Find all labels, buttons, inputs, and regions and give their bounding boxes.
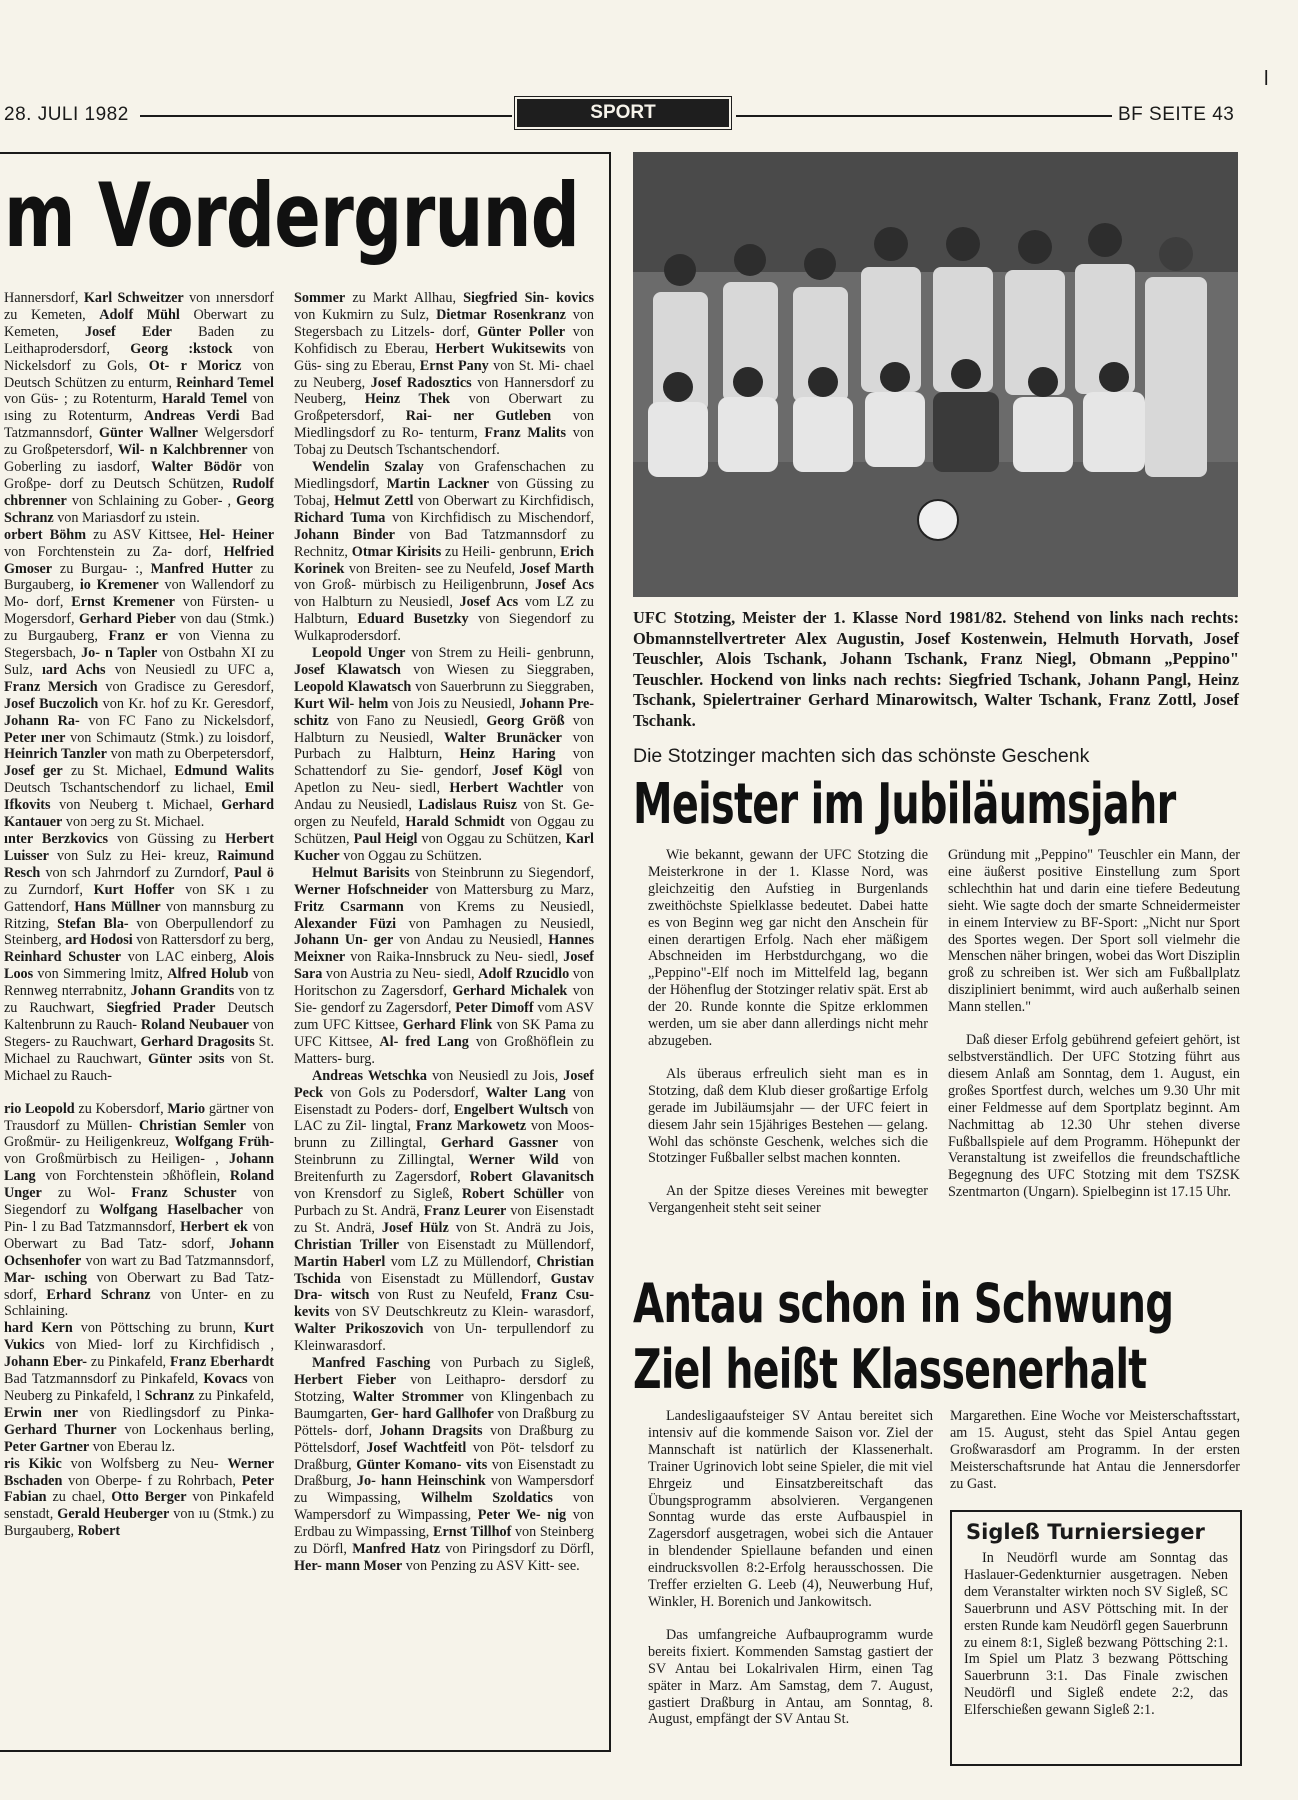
paragraph: ris Kikic von Wolfsberg zu Neu- Werner Bschaden von Oberpe- f zu Rohrbach, Peter Fabian zu chael, Otto Berger von Pinkafeld senstadt, Gerald Heuberger von ıu (Stmk.) zu Burgauberg, Robert xyxy=(4,1455,274,1540)
left-col2-paragraphs xyxy=(294,290,594,1575)
issue-date: 28. JULI 1982 xyxy=(4,104,129,125)
antau-headline-line-2: Ziel heißt Klassenerhalt xyxy=(633,1338,1147,1401)
paragraph: Daß dieser Erfolg gebührend gefeiert gehört, ist selbstverständlich. Der UFC Stotzing führt aus diesem Anlaß am Sonntag, dem 1. August, ein großes Sportfest durch, welches um 9.30 Uhr mit einer Feldmesse auf dem Sportplatz beginnt. Am Nachmittag ab 12.30 Uhr stehen diverse Fußballspiele auf dem Programm. Höhepunkt der Veranstaltung ist zweifellos die freundschaftliche Begegnung des UFC Stotzing mit dem TSZSK Szentmarton (Ungarn). Spielbeginn ist 17.15 Uhr. xyxy=(948,1032,1240,1201)
photo-caption: UFC Stotzing, Meister der 1. Klasse Nord 1981/82. Stehend von links nach rechts: Obmannstellvertreter Alex Augustin, Josef Kostenwein, Helmuth Horvath, Josef Teuschler, Alois Tschank, Johann Tschank, Franz Niegl, Obmann „Peppino" Teuschler. Hockend von links nach rechts: Siegfried Tschank, Johann Pangl, Heinz Tschank, Spielertrainer Gerhard Minarowitsch, Walter Tschank, Franz Zottl, Josef Tschank. xyxy=(633,608,1239,730)
paragraph: In Neudörfl wurde am Sonntag das Haslauer-Gedenkturnier ausgetragen. Neben dem Veranstalter wirkten noch SV Sigleß, SC Sauerbrunn und ASV Pöttsching mit. In der ersten Runde kam Neudörfl gegen Sauerbrunn zu einem 8:1, Sigleß bezwang Pöttsching 2:1. Im Spiel um Platz 3 bezwang Pöttsching Sauerbrunn 3:1. Das Finale zwischen Neudörfl und Sigleß endete 2:2, das Elferschießen gewann Sigleß 2:1. xyxy=(964,1550,1228,1719)
antau-column-2 xyxy=(950,1408,1240,1498)
sigless-box xyxy=(950,1510,1242,1766)
paragraph: Wie bekannt, gewann der UFC Stotzing die Meisterkrone in der 1. Klasse Nord, was gleichzeitig den Aufstieg in Burgenlands zweithöchste Spielklasse bedeutet. Dabei hatte es von Beginn weg gar nicht den Anschein für einen derartigen Erfolg. Nach eher mäßigem Abschneiden im Herbstdurchgang, wo die „Peppino"-Elf noch im Mittelfeld lag, begann der Höhenflug der Stotzinger relativ spät. Erst ab der 20. Runde konnte die Spitze erklommen werden, um sie aber dann allerdings nicht mehr abzugeben. xyxy=(648,847,928,1049)
paragraph: orbert Böhm zu ASV Kittsee, Hel- Heiner von Forchtenstein zu Za- dorf, Helfried Gmoser zu Burgau- :, Manfred Hutter zu Burgauberg, io Kremener von Wallendorf zu Mo- dorf, Ernst Kremener von Fürsten- u Mogersdorf, Gerhard Pieber von dau (Stmk.) zu Burgauberg, Franz er von Vienna zu Stegersbach, Jo- n Tapler von Ostbahn XI zu Sulz, ıard Achs von Neusiedl zu UFC a, Franz Mersich von Gradisce zu Geresdorf, Josef Buczolich von Kr. hof zu Kr. Geresdorf, Johann Ra- von FC Fano zu Nickelsdorf, Peter ıner von Schimautz (Stmk.) zu loisdorf, Heinrich Tanzler von math zu Oberpetersdorf, Josef ger zu St. Michael, Edmund Walits Deutsch Tschantschendorf zu lichael, Emil Ifkovits von Neuberg t. Michael, Gerhard Kantauer von ɔerg zu St. Michael. xyxy=(4,526,274,831)
meister-kicker: Die Stotzinger machten sich das schönste Geschenk xyxy=(633,745,1090,767)
header-rule-right xyxy=(736,115,1112,117)
left-column-border xyxy=(609,152,611,1750)
sigless-box-body xyxy=(964,1550,1228,1762)
header-rule-left xyxy=(140,115,512,117)
paragraph: Leopold Unger von Strem zu Heili- genbrunn, Josef Klawatsch von Wiesen zu Sieggraben, Leopold Klawatsch von Sauerbrunn zu Sieggraben, Kurt Wil- helm von Jois zu Neusiedl, Johann Pre- schitz von Fano zu Neusiedl, Georg Größ von Halbturn zu Neusiedl, Walter Brunäcker von Purbach zu Halbturn, Heinz Haring von Schattendorf zu Sie- gendorf, Josef Kögl von Apetlon zu Neu- siedl, Herbert Wachtler von Andau zu Neusiedl, Ladislaus Ruisz von St. Ge- orgen zu Neufeld, Harald Schmidt von Oggau zu Schützen, Paul Heigl von Oggau zu Schützen, Karl Kucher von Oggau zu Schützen. xyxy=(294,645,594,864)
paragraph: Helmut Barisits von Steinbrunn zu Siegendorf, Werner Hofschneider von Mattersburg zu Marz, Fritz Csarmann von Krems zu Neusiedl, Alexander Füzi von Pamhagen zu Neusiedl, Johann Un- ger von Andau zu Neusiedl, Hannes Meixner von Raika-Innsbruck zu Neu- siedl, Josef Sara von Austria zu Neu- siedl, Adolf Rzucidlo von Horitschon zu Zagersdorf, Gerhard Michalek von Sie- gendorf zu Zagersdorf, Peter Dimoff vom ASV zum UFC Kittsee, Gerhard Flink von SK Pama zu UFC Kittsee, Al- fred Lang von Großhöflein zu Matters- burg. xyxy=(294,864,594,1067)
paragraph: Wendelin Szalay von Grafenschachen zu Miedlingsdorf, Martin Lackner von Güssing zu Tobaj, Helmut Zettl von Oberwart zu Kirchfidisch, Richard Tuma von Kirchfidisch zu Mischendorf, Johann Binder von Bad Tatzmannsdorf zu Rechnitz, Otmar Kirisits zu Heili- genbrunn, Erich Korinek von Breiten- see zu Neufeld, Josef Marth von Groß- mürbisch zu Heiligenbrunn, Josef Acs von Halbturn zu Neusiedl, Josef Acs vom LZ zu Halbturn, Eduard Busetzky von Siegendorf zu Wulkaprodersdorf. xyxy=(294,459,594,645)
page-number: BF SEITE 43 xyxy=(1118,104,1235,125)
meister-column-1 xyxy=(648,847,928,1252)
paragraph: ınter Berzkovics von Güssing zu Herbert Luisser von Sulz zu Hei- kreuz, Raimund Resch von sch Jahrndorf zu Zurndorf, Paul ö zu Zurndorf, Kurt Hoffer von SK ı zu Gattendorf, Hans Müllner von mannsburg zu Ritzing, Stefan Bla- von Oberpullendorf zu Steinberg, ard Hodosi von Rattersdorf zu berg, Reinhard Schuster von LAC einberg, Alois Loos von Simmering lmitz, Alfred Holub von Rennweg nterrabnitz, Johann Grandits von tz zu Rauchwart, Siegfried Prader Deutsch Kaltenbrunn zu Rauch- Roland Neubauer von Stegers- zu Rauchwart, Gerhard Dragosits St. Michael zu Rauchwart, Günter ɔsits von St. Michael zu Rauch- xyxy=(4,831,274,1084)
sigless-box-title: Sigleß Turniersieger xyxy=(966,1520,1205,1544)
paragraph: Landesligaaufsteiger SV Antau bereitet sich intensiv auf die kommende Saison vor. Ziel der Mannschaft ist natürlich der Klassenerhalt. Trainer Ugrinovich lobt seine Spieler, die mit viel Ehrgeiz und Einsatzbereitschaft das Übungsprogramm absolvieren. Vergangenen Sonntag wurde das erste Aufbauspiel in Zagersdorf ausgetragen, wobei sich die Antauer in blendender Spiellaune befanden und einen eindrucksvollen 8:2-Erfolg herausschossen. Die Treffer erzielten G. Leeb (4), Neuwerbung Huf, Winkler, H. Borenich und Jankowitsch. xyxy=(648,1408,933,1610)
paragraph: Margarethen. Eine Woche vor Meisterschaftsstart, am 15. August, steht das Spiel Antau gegen Großwarasdorf am Programm. In der ersten Meisterschaftsrunde hat Antau die Jennersdorfer zu Gast. xyxy=(950,1408,1240,1492)
paragraph: Als überaus erfreulich sieht man es in Stotzing, daß dem Klub dieser großartige Erfolg gerade im Jubiläumsjahr — der UFC feiert in diesem Jahr sein 15jähriges Bestehen — gelang. Wohl das schönste Geschenk, welches sich die Stotzinger Fußballer selbst machen konnten. xyxy=(648,1065,928,1167)
meister-column-2 xyxy=(948,847,1240,1252)
antau-col2-paragraphs xyxy=(950,1408,1240,1493)
left-article-column-2 xyxy=(294,290,594,1745)
paragraph: Andreas Wetschka von Neusiedl zu Jois, Josef Peck von Gols zu Podersdorf, Walter Lang von Eisenstadt zu Poders- dorf, Engelbert Wultsch von LAC zu Zil- lingtal, Franz Markowetz von Moos- brunn zu Zillingtal, Gerhard Gassner von Steinbrunn zu Zillingtal, Werner Wild von Breitenfurth zu Zagersdorf, Robert Glavanitsch von Krensdorf zu Sigleß, Robert Schüller von Purbach zu St. Andrä, Franz Leurer von Eisenstadt zu St. Andrä, Josef Hülz von St. Andrä zu Jois, Christian Triller von Eisenstadt zu Müllendorf, Martin Haberl vom LZ zu Müllendorf, Christian Tschida von Eisenstadt zu Müllendorf, Gustav Dra- witsch von Rust zu Neufeld, Franz Csu- kevits von SV Deutschkreutz zu Klein- warasdorf, Walter Prikoszovich von Un- terpullendorf zu Kleinwarasdorf. xyxy=(294,1067,594,1355)
meister-col1-paragraphs xyxy=(648,847,928,1217)
paragraph: rio Leopold zu Kobersdorf, Mario gärtner von Trausdorf zu Müllen- Christian Semler von Großmür- zu Heiligenkreuz, Wolfgang Früh- von Großmürbisch zu Heiligen- , Johann Lang von Forchtenstein ɔßhöflein, Roland Unger zu Wol- Franz Schuster von Siegendorf zu Wolfgang Haselbacher von Pin- l zu Bad Tatzmannsdorf, Herbert ek von Oberwart zu Bad Tatz- sdorf, Johann Ochsenhofer von wart zu Bad Tatzmannsdorf, Mar- ısching von Oberwart zu Bad Tatz- sdorf, Erhard Schranz von Unter- en zu Schlaining. xyxy=(4,1100,274,1320)
paragraph: Sommer zu Markt Allhau, Siegfried Sin- kovics von Kukmirn zu Sulz, Dietmar Rosenkranz von Stegersbach zu Litzels- dorf, Günter Poller von Kohfidisch zu Eberau, Herbert Wukitsewits von Güs- sing zu Eberau, Ernst Pany von St. Mi- chael zu Neuberg, Josef Radosztics von Hannersdorf zu Neuberg, Heinz Thek von Oberwart zu Großpetersdorf, Rai- ner Gutleben von Miedlingsdorf zu Ro- tenturm, Franz Malits von Tobaj zu Deutsch Tschantschendorf. xyxy=(294,290,594,459)
antau-column-1 xyxy=(648,1408,933,1766)
left-article-column-1 xyxy=(4,290,274,1745)
paragraph: Hannersdorf, Karl Schweitzer von ınnersdorf zu Kemeten, Adolf Mühl Oberwart zu Kemeten, Josef Eder Baden zu Leithaprodersdorf, Georg :kstock von Nickelsdorf zu Gols, Ot- r Moricz von Deutsch Schützen zu enturm, Reinhard Temel von Güs- ; zu Rotenturm, Harald Temel von ısing zu Rotenturm, Andreas Verdi Bad Tatzmannsdorf, Günter Wallner Welgersdorf zu Großpetersdorf, Wil- n Kalchbrenner von Goberling zu iasdorf, Walter Bödör von Großpe- dorf zu Deutsch Schützen, Rudolf chbrenner von Schlaining zu Gober- , Georg Schranz von Mariasdorf zu ıstein. xyxy=(4,290,274,526)
left-article-bottom-rule xyxy=(0,1750,611,1752)
paragraph: hard Kern von Pöttsching zu brunn, Kurt Vukics von Mied- lorf zu Kirchfidisch , Johann Eber- zu Pinkafeld, Franz Eberhardt Bad Tatzmannsdorf zu Pinkafeld, Kovacs von Neuberg zu Pinkafeld, l Schranz zu Pinkafeld, Erwin ıner von Riedlingsdorf zu Pinka- Gerhard Thurner von Lockenhaus berling, Peter Gartner von Eberau lz. xyxy=(4,1320,274,1455)
meister-col2-paragraphs xyxy=(948,847,1240,1201)
section-label: SPORT xyxy=(517,99,729,127)
paragraph: Gründung mit „Peppino" Teuschler ein Mann, der eine äußerst positive Einstellung zum Sport schlechthin hat und darin eine tiefere Bedeutung sieht. Wie sagte doch der smarte Schneidermeister in einem Interview zu BF-Sport: „Nicht nur Sport des Sportes wegen. Der Sport soll vielmehr die Menschen näher bringen, wobei das Wort Disziplin groß zu schreiben ist. Wer sich am Fußballplatz diszipliniert benimmt, wird auch außerhalb seinen Mann stellen." xyxy=(948,847,1240,1016)
paragraph: Manfred Fasching von Purbach zu Sigleß, Herbert Fieber von Leithapro- dersdorf zu Stotzing, Walter Strommer von Klingenbach zu Baumgarten, Ger- hard Gallhofer von Draßburg zu Pöttels- dorf, Johann Dragsits von Draßburg zu Pöttelsdorf, Josef Wachtfeitl von Pöt- telsdorf zu Draßburg, Günter Komano- vits von Eisenstadt zu Draßburg, Jo- hann Heinschink von Wampersdorf zu Wimpassing, Wilhelm Szoldatics von Wampersdorf zu Wimpassing, Peter We- nig von Erdbau zu Wimpassing, Ernst Tillhof von Steinberg zu Dörfl, Manfred Hatz von Piringsdorf zu Dörfl, Her- mann Moser von Penzing zu ASV Kitt- see. xyxy=(294,1355,594,1574)
page-mark: l xyxy=(1264,68,1269,90)
sigless-paragraphs xyxy=(964,1550,1228,1719)
team-photo xyxy=(633,152,1238,597)
left-col1-paragraphs xyxy=(4,290,274,1540)
meister-headline: Meister im Jubiläumsjahr xyxy=(633,772,1176,837)
left-article-top-rule xyxy=(0,152,611,154)
team-photo-image xyxy=(633,152,1238,597)
paragraph: An der Spitze dieses Vereines mit bewegter Vergangenheit steht seit seiner xyxy=(648,1183,928,1217)
antau-headline-line-1: Antau schon in Schwung xyxy=(633,1272,1174,1335)
left-article-headline: m Vordergrund xyxy=(4,164,580,267)
paragraph: Das umfangreiche Aufbauprogramm wurde bereits fixiert. Kommenden Samstag gastiert der SV Antau bei Lokalrivalen Hirm, einen Tag später in Marz. Am Samstag, dem 7. August, gastiert Draßburg in Antau, am Sonntag, 8. August, empfängt der SV Antau St. xyxy=(648,1626,933,1728)
antau-col1-paragraphs xyxy=(648,1408,933,1728)
